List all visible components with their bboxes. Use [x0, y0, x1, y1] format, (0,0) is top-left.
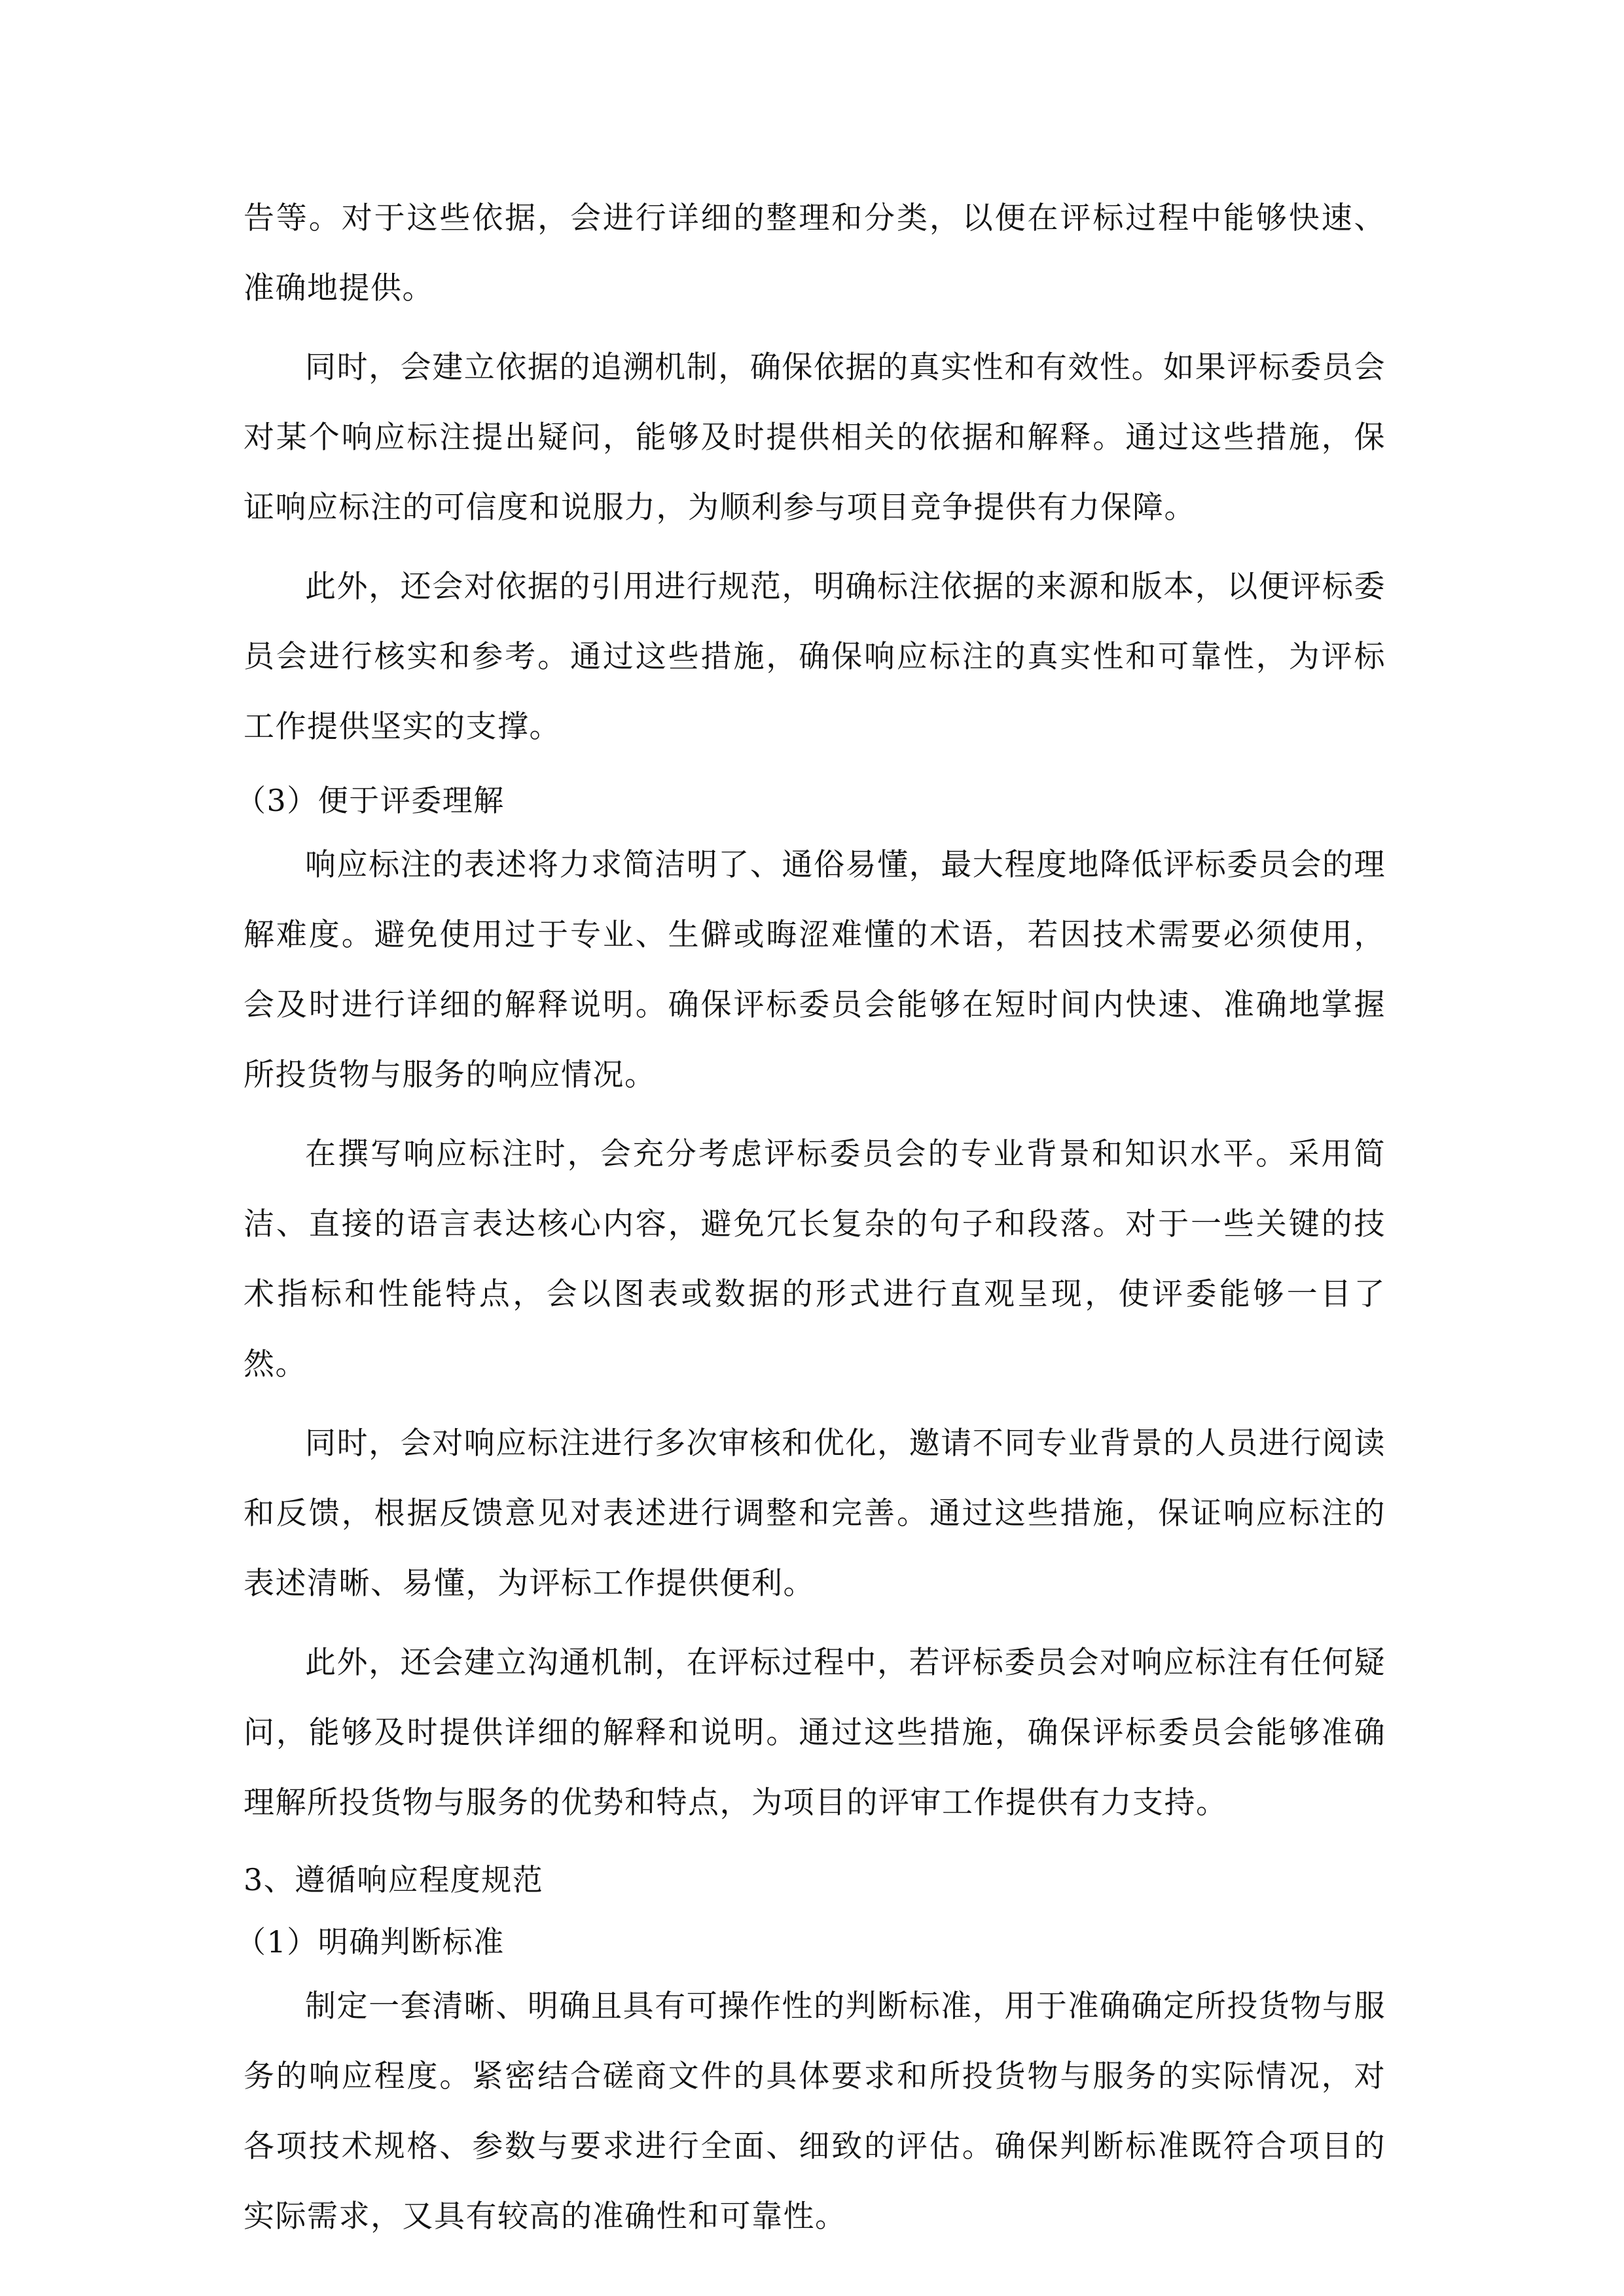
paragraph: 告等。对于这些依据，会进行详细的整理和分类，以便在评标过程中能够快速、准确地提供。	[244, 200, 1386, 306]
paragraph: 在撰写响应标注时，会充分考虑评标委员会的专业背景和知识水平。采用简洁、直接的语言表达核心内容，避免冗长复杂的句子和段落。对于一些关键的技术指标和性能特点，会以图表或数据的形式进行直观呈现，使评委能够一目了然。	[244, 1136, 1386, 1382]
paragraph: 同时，会对响应标注进行多次审核和优化，邀请不同专业背景的人员进行阅读和反馈，根据反馈意见对表述进行调整和完善。通过这些措施，保证响应标注的表述清晰、易懂，为评标工作提供便利。	[244, 1426, 1386, 1602]
paragraph: 制定一套清晰、明确且具有可操作性的判断标准，用于准确确定所投货物与服务的响应程度。紧密结合磋商文件的具体要求和所投货物与服务的实际情况，对各项技术规格、参数与要求进行全面、细致的评估。确保判断标准既符合项目的实际需求，又具有较高的准确性和可靠性。	[244, 1988, 1386, 2234]
section-heading: 3、遵循响应程度规范	[244, 1862, 544, 1897]
subheading: （1）明确判断标准	[236, 1924, 505, 1960]
document-body	[236, 183, 1386, 2251]
subheading: （3）便于评委理解	[236, 783, 505, 818]
paragraph: 此外，还会对依据的引用进行规范，明确标注依据的来源和版本，以便评标委员会进行核实和参考。通过这些措施，确保响应标注的真实性和可靠性，为评标工作提供坚实的支撑。	[244, 569, 1386, 745]
paragraph: 此外，还会建立沟通机制，在评标过程中，若评标委员会对响应标注有任何疑问，能够及时提供详细的解释和说明。通过这些措施，确保评标委员会能够准确理解所投货物与服务的优势和特点，为项目的评审工作提供有力支持。	[244, 1645, 1386, 1821]
paragraph: 响应标注的表述将力求简洁明了、通俗易懂，最大程度地降低评标委员会的理解难度。避免使用过于专业、生僻或晦涩难懂的术语，若因技术需要必须使用，会及时进行详细的解释说明。确保评标委员会能够在短时间内快速、准确地掌握所投货物与服务的响应情况。	[244, 847, 1386, 1093]
paragraph: 同时，会建立依据的追溯机制，确保依据的真实性和有效性。如果评标委员会对某个响应标注提出疑问，能够及时提供相关的依据和解释。通过这些措施，保证响应标注的可信度和说服力，为顺利参与项目竞争提供有力保障。	[244, 350, 1386, 526]
